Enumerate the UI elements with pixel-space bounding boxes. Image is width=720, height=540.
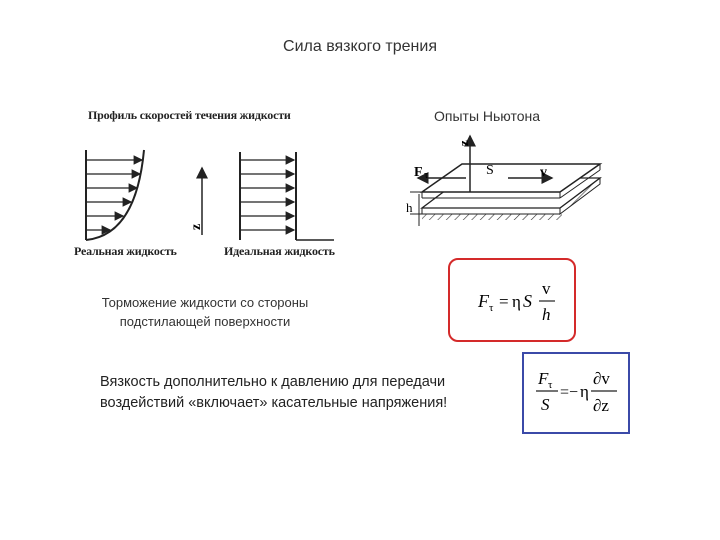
formula1-force: F: [478, 291, 489, 311]
newton-formula: [450, 260, 574, 340]
formula2-force: F: [538, 369, 549, 388]
area-label: S: [486, 163, 494, 178]
ideal-fluid-label: Идеальная жидкость: [224, 244, 335, 258]
newton-title: Опыты Ньютона: [434, 108, 541, 124]
z-axis-label: z: [189, 223, 204, 230]
newton-formula-box: [448, 258, 576, 342]
formula2-eta: η: [580, 382, 589, 401]
formula2-denominator: ∂z: [593, 396, 609, 415]
viscosity-line-1: Вязкость дополнительно к давлению для передачи: [100, 374, 446, 390]
stress-formula-box: [522, 352, 630, 434]
formula2-numerator: ∂v: [593, 369, 610, 388]
force-label: F: [414, 165, 423, 180]
viscosity-text: [100, 372, 510, 414]
formula1-eta: η: [512, 292, 521, 311]
formula1-denominator: h: [542, 305, 551, 324]
viscosity-line-2: воздействий «включает» касательные напряжения!: [100, 395, 448, 411]
velocity-label: v: [540, 165, 547, 180]
formula2-area: S: [541, 395, 550, 414]
newton-z-label: z: [456, 140, 471, 146]
formula2-minus: −: [569, 384, 579, 401]
slide-title: Сила вязкого трения: [283, 38, 437, 55]
force-sub-label: τ: [424, 169, 429, 181]
stress-formula: [524, 354, 628, 432]
braking-text: Торможение жидкости со стороны подстилающей поверхности: [101, 295, 309, 329]
formula1-equals: =: [499, 292, 509, 311]
profile-caption: Профиль скоростей течения жидкости: [88, 108, 291, 122]
formula2-equals: =: [560, 384, 570, 401]
formula1-area: S: [523, 291, 532, 311]
height-label: h: [406, 200, 413, 215]
newton-experiment-figure: [400, 130, 610, 240]
formula1-numerator: v: [542, 279, 551, 298]
formula1-force-sub: τ: [489, 302, 494, 314]
formula2-force-sub: τ: [548, 379, 553, 391]
real-fluid-label: Реальная жидкость: [74, 244, 177, 258]
